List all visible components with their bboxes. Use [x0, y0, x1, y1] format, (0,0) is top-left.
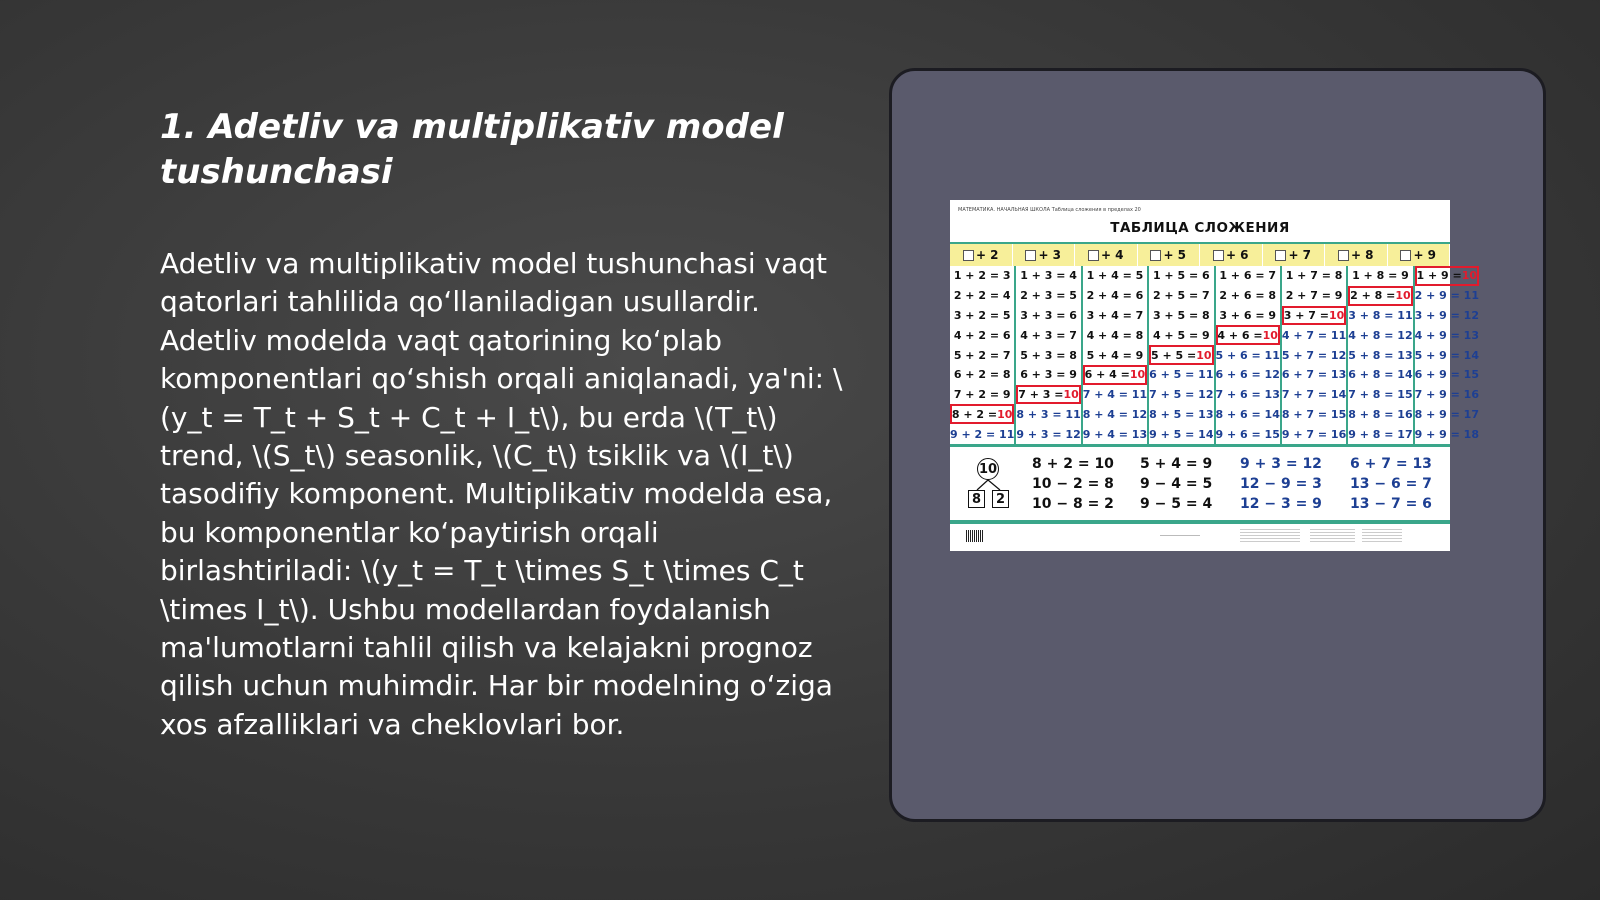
poster-table-cell: 6 + 3 = 9: [1020, 368, 1077, 382]
poster-equation: 12 − 3 = 9: [1240, 496, 1322, 512]
poster-table-cell: 8 + 9 = 17: [1414, 407, 1479, 421]
poster-column-header: [1263, 244, 1326, 266]
poster-table-cell: 2 + 4 = 6: [1086, 289, 1144, 303]
poster-table-cell: 1 + 6 = 7: [1219, 269, 1277, 283]
poster-table-cell: 9 + 6 = 15: [1215, 427, 1280, 441]
poster-divider: [950, 444, 1450, 447]
poster-table-cell: 7 + 4 = 11: [1082, 388, 1148, 402]
poster-column-header-label: + 6: [1225, 248, 1249, 262]
poster-table-cell: 4 + 4 = 8: [1086, 328, 1144, 342]
poster-table-cell: 7 + 3 = 10: [1016, 385, 1080, 405]
poster-column-header: [1138, 244, 1201, 266]
poster-table-cell: 4 + 2 = 6: [953, 328, 1011, 342]
poster-equation: 10 − 2 = 8: [1032, 476, 1114, 492]
poster-table-cell: 2 + 3 = 5: [1020, 289, 1077, 303]
poster-table-cell: 9 + 4 = 13: [1082, 427, 1148, 441]
poster-table-cell: 9 + 5 = 14: [1149, 427, 1214, 441]
poster-table-cell: 1 + 5 = 6: [1152, 269, 1210, 283]
poster-column-header-label: + 9: [1413, 248, 1437, 262]
barcode-icon: [966, 530, 984, 542]
composition-part-a: 8: [968, 490, 985, 508]
poster-table-cell: 1 + 8 = 9: [1352, 269, 1409, 283]
poster-table-cell: 7 + 7 = 14: [1281, 388, 1347, 402]
footer-logo-strip: [1160, 529, 1200, 543]
poster-table-cell: 4 + 5 = 9: [1152, 328, 1210, 342]
poster-column-header-label: + 8: [1350, 248, 1374, 262]
footer-fine-print-2: [1310, 529, 1355, 543]
poster-equation: 13 − 7 = 6: [1350, 496, 1432, 512]
poster-table-cell: 6 + 8 = 14: [1348, 368, 1413, 382]
poster-table-cell: 1 + 2 = 3: [953, 269, 1011, 283]
poster-table-cell: 6 + 7 = 13: [1281, 368, 1347, 382]
poster-table: [950, 266, 1479, 444]
poster-table-cell: 3 + 6 = 9: [1219, 308, 1277, 322]
poster-table-cell: 6 + 5 = 11: [1149, 368, 1214, 382]
blank-square-icon: [1025, 250, 1036, 261]
blank-square-icon: [1213, 250, 1224, 261]
poster-table-cell: 3 + 4 = 7: [1086, 308, 1144, 322]
poster-table-cell: 8 + 4 = 12: [1082, 407, 1148, 421]
poster-equation: 12 − 9 = 3: [1240, 476, 1322, 492]
poster-column-header: [1013, 244, 1076, 266]
addition-table-poster: [950, 200, 1479, 551]
poster-table-cell: 9 + 2 = 11: [950, 427, 1015, 441]
poster-column: [1348, 266, 1414, 444]
poster-table-cell: 7 + 6 = 13: [1215, 388, 1280, 402]
poster-table-cell: 2 + 6 = 8: [1219, 289, 1277, 303]
poster-table-cell: 6 + 6 = 12: [1215, 368, 1280, 382]
poster-table-cell: 1 + 3 = 4: [1020, 269, 1077, 283]
poster-table-cell: 5 + 2 = 7: [953, 348, 1011, 362]
poster-table-cell: 9 + 7 = 16: [1281, 427, 1347, 441]
poster-column: [1415, 266, 1479, 444]
poster-table-cell: 1 + 9 = 10: [1415, 266, 1479, 286]
composition-whole: 10: [977, 458, 999, 480]
poster-equation: 6 + 7 = 13: [1350, 456, 1432, 472]
poster-table-cell: 2 + 7 = 9: [1285, 289, 1343, 303]
poster-table-cell: 9 + 9 = 18: [1414, 427, 1479, 441]
poster-footer-divider: [950, 520, 1450, 524]
poster-table-cell: 5 + 8 = 13: [1348, 348, 1413, 362]
poster-table-cell: 4 + 9 = 13: [1414, 328, 1479, 342]
poster-column: [950, 266, 1016, 444]
footer-fine-print-1: [1240, 529, 1300, 543]
poster-table-cell: 3 + 9 = 12: [1414, 308, 1479, 322]
poster-table-cell: 5 + 6 = 11: [1215, 348, 1280, 362]
poster-table-cell: 8 + 8 = 16: [1348, 407, 1413, 421]
slide-body-text: Adetliv va multiplikativ model tushunchasi vaqt qatorlari tahlilida qo‘llaniladigan usullardir. Adetliv modelda vaqt qatorining ko‘plab komponentlari qo‘shish orqali aniqlanadi, ya'ni: \(y_t = T_t + S_t + C_t + I_t\), bu erda \(T_t\) trend, \(S_t\) seasonlik, \(C_t\) tsiklik va \(I_t\) tasodifiy komponent. Multiplikativ modelda esa, bu komponentlar ko‘paytirish orqali birlashtiriladi: \(y_t = T_t \times S_t \times C_t \times I_t\). Ushbu modellardan foydalanish ma'lumotlarni tahlil qilish va kelajakni prognoz qilish uchun muhimdir. Har bir modelning o‘ziga xos afzalliklari va cheklovlari bor.: [160, 247, 843, 741]
poster-table-cell: 6 + 4 = 10: [1083, 365, 1147, 385]
poster-table-cell: 9 + 8 = 17: [1348, 427, 1413, 441]
blank-square-icon: [1400, 250, 1411, 261]
poster-equation: 9 − 4 = 5: [1140, 476, 1213, 492]
poster-equation: 9 − 5 = 4: [1140, 496, 1213, 512]
poster-table-cell: 3 + 7 = 10: [1282, 306, 1346, 326]
poster-equation: 5 + 4 = 9: [1140, 456, 1213, 472]
poster-column-header: [1325, 244, 1388, 266]
poster-table-cell: 5 + 7 = 12: [1281, 348, 1347, 362]
poster-equation: 8 + 2 = 10: [1032, 456, 1114, 472]
poster-table-cell: 8 + 3 = 11: [1016, 407, 1081, 421]
poster-column-header-label: + 2: [975, 248, 999, 262]
poster-table-cell: 4 + 8 = 12: [1348, 328, 1413, 342]
poster-column-header-label: + 7: [1288, 248, 1312, 262]
poster-table-cell: 6 + 9 = 15: [1414, 368, 1479, 382]
poster-column-header: [950, 244, 1013, 266]
poster-table-cell: 2 + 8 = 10: [1348, 286, 1412, 306]
poster-table-cell: 7 + 2 = 9: [953, 388, 1011, 402]
poster-table-cell: 2 + 2 = 4: [953, 289, 1011, 303]
poster-bottom-section: [950, 450, 1450, 520]
poster-column: [1149, 266, 1215, 444]
blank-square-icon: [963, 250, 974, 261]
poster-table-cell: 4 + 3 = 7: [1020, 328, 1077, 342]
poster-table-cell: 1 + 7 = 8: [1285, 269, 1343, 283]
poster-table-cell: 5 + 5 = 10: [1149, 345, 1213, 365]
slide-title: 1. Adetliv va multiplikativ model tushunchasi: [160, 107, 784, 192]
poster-table-cell: 3 + 5 = 8: [1152, 308, 1210, 322]
poster-table-cell: 7 + 8 = 15: [1348, 388, 1413, 402]
poster-equation: 9 + 3 = 12: [1240, 456, 1322, 472]
poster-table-cell: 6 + 2 = 8: [953, 368, 1011, 382]
poster-column-header-label: + 5: [1163, 248, 1187, 262]
poster-column-header: [1200, 244, 1263, 266]
poster-table-cell: 7 + 5 = 12: [1149, 388, 1214, 402]
poster-table-cell: 8 + 7 = 15: [1281, 407, 1347, 421]
poster-table-cell: 9 + 3 = 12: [1016, 427, 1081, 441]
poster-table-cell: 4 + 7 = 11: [1281, 328, 1347, 342]
poster-equation: 13 − 6 = 7: [1350, 476, 1432, 492]
poster-table-cell: 5 + 4 = 9: [1086, 348, 1144, 362]
poster-top-line: МАТЕМАТИКА. НАЧАЛЬНАЯ ШКОЛА Таблица сложения в пределах 20: [958, 207, 1141, 213]
poster-table-cell: 8 + 6 = 14: [1215, 407, 1280, 421]
blank-square-icon: [1150, 250, 1161, 261]
poster-table-cell: 8 + 2 = 10: [950, 404, 1014, 424]
poster-column-headers: [950, 242, 1450, 266]
blank-square-icon: [1088, 250, 1099, 261]
poster-column-header: [1075, 244, 1138, 266]
blank-square-icon: [1338, 250, 1349, 261]
poster-column: [1083, 266, 1149, 444]
poster-equation: 10 − 8 = 2: [1032, 496, 1114, 512]
footer-fine-print-3: [1362, 529, 1402, 543]
poster-column-header: [1388, 244, 1451, 266]
poster-column: [1216, 266, 1282, 444]
poster-heading: ТАБЛИЦА СЛОЖЕНИЯ: [1110, 220, 1290, 236]
poster-column-header-label: + 4: [1100, 248, 1124, 262]
poster-table-cell: 4 + 6 = 10: [1216, 325, 1280, 345]
poster-table-cell: 3 + 8 = 11: [1348, 308, 1413, 322]
poster-table-cell: 8 + 5 = 13: [1149, 407, 1214, 421]
poster-table-cell: 2 + 9 = 11: [1414, 289, 1479, 303]
composition-part-b: 2: [992, 490, 1009, 508]
poster-table-cell: 5 + 9 = 14: [1414, 348, 1479, 362]
blank-square-icon: [1275, 250, 1286, 261]
poster-column: [1016, 266, 1082, 444]
poster-column-header-label: + 3: [1038, 248, 1062, 262]
poster-table-cell: 3 + 3 = 6: [1020, 308, 1077, 322]
poster-table-cell: 5 + 3 = 8: [1020, 348, 1077, 362]
poster-table-cell: 7 + 9 = 16: [1414, 388, 1479, 402]
poster-table-cell: 1 + 4 = 5: [1086, 269, 1144, 283]
poster-table-cell: 2 + 5 = 7: [1152, 289, 1210, 303]
poster-column: [1282, 266, 1348, 444]
poster-table-cell: 3 + 2 = 5: [953, 308, 1011, 322]
